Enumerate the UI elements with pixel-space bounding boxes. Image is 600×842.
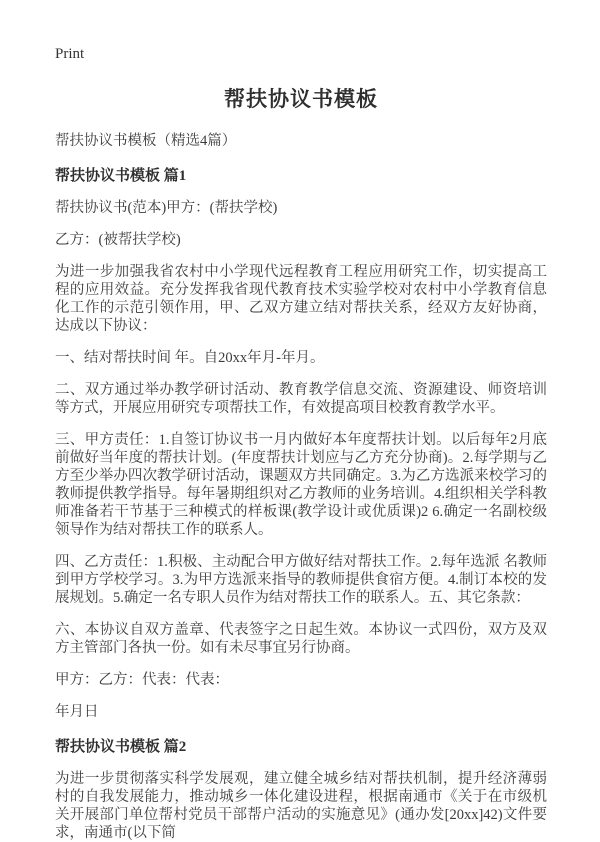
section-1-paragraph: 帮扶协议书(范本)甲方：(帮扶学校): [55, 200, 278, 216]
section-1-signature-line: 甲方：乙方：代表：代表：: [55, 672, 229, 688]
print-button[interactable]: Print: [55, 46, 85, 62]
section-1-paragraph: 二、双方通过举办教学研讨活动、教育教学信息交流、资源建设、师资培训等方式，开展应用研究专项帮扶工作，有效提高项目校教育教学水平。: [55, 382, 547, 416]
section-1-paragraph: 乙方：(被帮扶学校): [55, 232, 181, 248]
section-1-paragraph: 四、乙方责任：1.积极、主动配合甲方做好结对帮扶工作。2.每年选派 名教师到甲方学校学习。3.为甲方选派来指导的教师提供食宿方便。4.制订本校的发展规划。5.确定一名专职人员作为结对帮扶工作的联系人。五、其它条款：: [55, 554, 547, 606]
section-2-paragraph: 为进一步贯彻落实科学发展观，建立健全城乡结对帮扶机制，提升经济薄弱村的自我发展能力，推动城乡一体化建设进程，根据南通市《关于在市级机关开展部门单位帮村党员干部帮户活动的实施意见》(通办发[20xx]42)文件要求，南通市(以下简: [55, 771, 547, 841]
section-1-paragraph: 三、甲方责任：1.自签订协议书一月内做好本年度帮扶计划。以后每年2月底前做好当年度的帮扶计划。(年度帮扶计划应与乙方充分协商)。2.每学期与乙方至少举办四次教学研讨活动，课题双方共同确定。3.为乙方选派来校学习的教师提供教学指导。每年暑期组织对乙方教师的业务培训。4.组织相关学科教师准备若干节基于三种模式的样板课(教学设计或优质课)2 6.确定一名副校级领导作为结对帮扶工作的联系人。: [55, 432, 547, 538]
section-1-date-line: 年月日: [55, 704, 99, 720]
document-title: 帮扶协议书模板: [224, 88, 378, 111]
section-1-paragraph: 为进一步加强我省农村中小学现代远程教育工程应用研究工作，切实提高工程的应用效益。充分发挥我省现代教育技术实验学校对农村中小学教育信息化工作的示范引领作用，甲、乙双方建立结对帮扶关系，经双方友好协商，达成以下协议：: [55, 264, 547, 334]
document-subtitle: 帮扶协议书模板（精选4篇）: [55, 133, 237, 149]
section-1-heading: 帮扶协议书模板 篇1: [55, 168, 187, 184]
section-1-paragraph: 六、本协议自双方盖章、代表签字之日起生效。本协议一式四份，双方及双方主管部门各执一份。如有未尽事宜另行协商。: [55, 622, 547, 656]
section-2-heading: 帮扶协议书模板 篇2: [55, 739, 187, 755]
section-1-paragraph: 一、结对帮扶时间 年。自20xx年月-年月。: [55, 350, 325, 366]
